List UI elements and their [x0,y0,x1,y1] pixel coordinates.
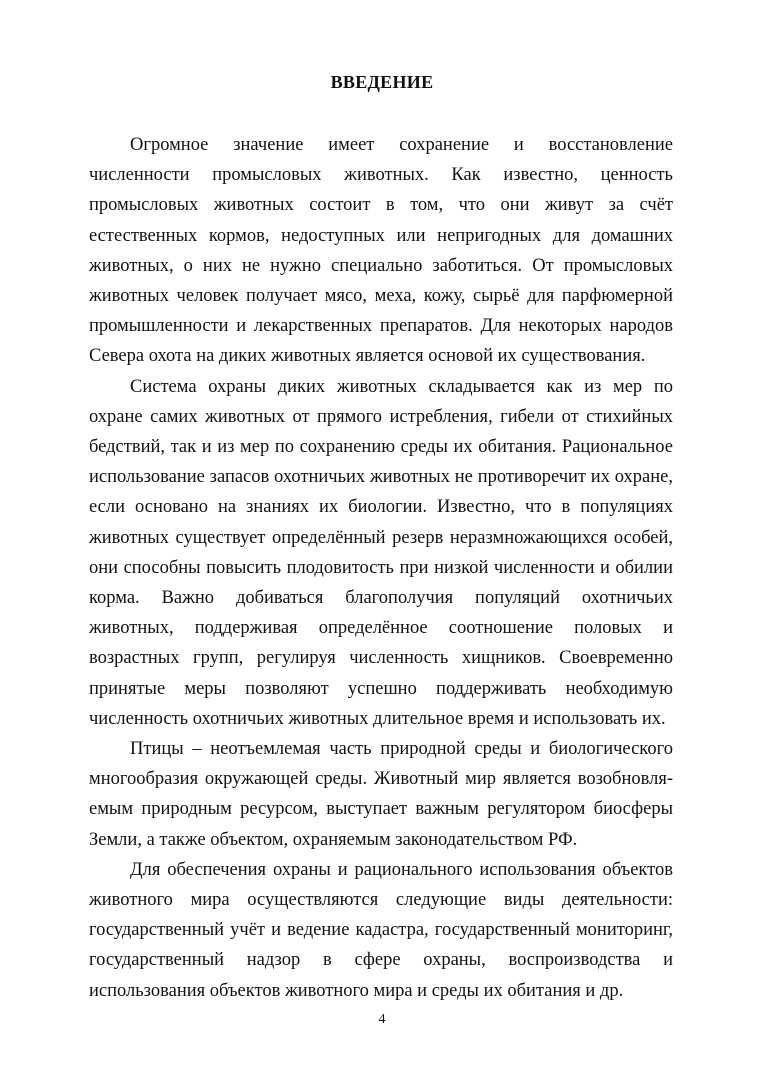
section-title: ВВЕДЕНИЕ [330,72,434,92]
paragraph: Для обеспечения охраны и рационального использования объектов животного мира осуществляются следующие виды деятельности: государственный учёт и ведение кадастра, государственный мониторинг, государственный надзор в сфере охраны, воспроизводства и использования объектов животного мира и среды их обитания и др. [89,859,673,1001]
body-text [89,130,673,1006]
paragraph: Система охраны диких животных складывается как из мер по охране самих животных от прямого истребления, гибели от стихийных бедствий, так и из мер по сохранению среды их обитания. Рациональное использование запасов охотничьих животных не противоречит их охране, если основано на знаниях их биологии. Известно, что в популяциях животных существует определённый резерв неразмножающихся особей, они способны повысить плодовитость при низкой численности и обилии корма. Важно добиваться благополучия популяций охотничьих животных, поддерживая определённое соотношение половых и возрастных групп, регулируя численность хищников. Своевременно принятые меры позволяют успешно поддерживать необходимую численность охотничьих животных длительное время и использовать их. [89,376,673,729]
paragraph: Птицы – неотъемлемая часть природной среды и биологического многообразия окружающей среды. Животный мир является возобновляемым природным ресурсом, выступает важным регулятором биосферы Земли, а также объектом, охраняемым законодательством РФ. [89,739,673,850]
paragraph: Огромное значение имеет сохранение и восстановление численности промысловых животных. Как известно, ценность промысловых животных состоит в том, что они живут за счёт естественных кормов, недоступных или непригодных для домашних животных, о них не нужно специально заботиться. От промысловых животных человек получает мясо, меха, кожу, сырьё для парфюмерной промышленности и лекарственных препаратов. Для некоторых народов Севера охота на диких животных является основой их существования. [89,135,673,367]
page-number: 4 [378,1012,386,1027]
